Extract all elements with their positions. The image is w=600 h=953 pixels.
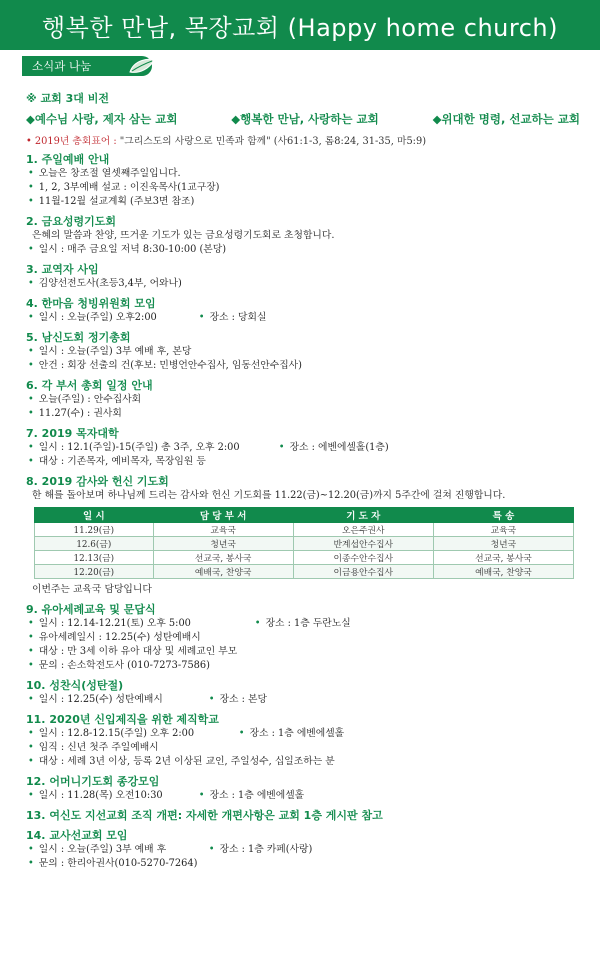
section-mothers-prayer <box>26 775 582 803</box>
list-item: • 일시 : 12.14-12.21(토) 오후 5:00 • 장소 : 1층 두란노실 <box>28 618 351 629</box>
section-title: 6. 각 부서 총회 일정 안내 <box>26 379 153 392</box>
section-title: 3. 교역자 사임 <box>26 263 99 276</box>
section-text: 은혜의 말씀과 찬양, 뜨거운 기도가 있는 금요성령기도회로 초청합니다. <box>32 230 335 241</box>
table-header: 일 시 <box>35 508 154 523</box>
list-item: • 안건 : 회장 선출의 건(후보: 민병언안수집사, 임동선안수집사) <box>28 360 302 371</box>
section-title: 5. 남신도회 정기총회 <box>26 331 131 344</box>
section-title: 12. 어머니기도회 종강모임 <box>26 775 160 788</box>
list-item: • 일시 : 12.8-12.15(주일) 오후 2:00 • 장소 : 1층 에벤에셀홀 <box>28 728 345 739</box>
section-dept-schedule <box>26 379 582 421</box>
theme-text: "그리스도의 사랑으로 민족과 함께" (사61:1-3, 롬8:24, 31-35, 마5:9) <box>119 136 427 147</box>
prayer-schedule-table <box>34 507 574 579</box>
list-item: • 오늘은 창조절 열셋째주일입니다. <box>28 168 181 179</box>
section-text: 한 해를 돌아보며 하나님께 드리는 감사와 헌신 기도회를 11.22(금)~12.20(금)까지 5주간에 걸쳐 진행합니다. <box>32 490 506 501</box>
section-title: 2. 금요성령기도회 <box>26 215 117 228</box>
section-title: 7. 2019 목자대학 <box>26 427 119 440</box>
list-item: • 문의 : 손소학전도사 (010-7273-7586) <box>28 660 210 671</box>
list-item: • 임직 : 신년 첫주 주일예배시 <box>28 742 159 753</box>
list-item: • 일시 : 오늘(주일) 오후2:00 • 장소 : 당회실 <box>28 312 267 323</box>
list-item: • 11월-12월 설교계획 (주보3면 참조) <box>28 196 195 207</box>
table-note: 이번주는 교육국 담당입니다 <box>32 584 152 595</box>
list-item: • 1, 2, 3부예배 설교 : 이진욱목사(1교구장) <box>28 182 220 193</box>
list-item: • 일시 : 오늘(주일) 3부 예배 후, 본당 <box>28 346 192 357</box>
section-friday-prayer <box>26 215 582 257</box>
table-header: 담 당 부 서 <box>153 508 293 523</box>
section-committee <box>26 297 582 325</box>
vision-item: ◆행복한 만남, 사랑하는 교회 <box>231 112 379 126</box>
vision-title: ※ 교회 3대 비전 <box>26 92 109 105</box>
section-title: 8. 2019 감사와 헌신 기도회 <box>26 475 169 488</box>
list-item: • 오늘(주일) : 안수집사회 <box>28 394 142 405</box>
list-item: • 일시 : 12.1(주일)-15(주일) 총 3주, 오후 2:00 • 장소 : 에벤에셀홀(1층) <box>28 442 389 453</box>
page-header <box>0 0 600 50</box>
list-item: • 대상 : 만 3세 이하 유아 대상 및 세례교인 부모 <box>28 646 238 657</box>
section-men-assembly <box>26 331 582 373</box>
section-infant-baptism <box>26 603 582 673</box>
section-title: 1. 주일예배 안내 <box>26 153 110 166</box>
section-title: 14. 교사선교회 모임 <box>26 829 128 842</box>
section-thanks-prayer <box>26 475 582 597</box>
table-header-row <box>35 508 574 523</box>
list-item: • 김양선전도사(초등3,4부, 어와나) <box>28 278 182 289</box>
table-row: 11.29(금) 교육국 오은주권사 교육국 <box>35 523 574 537</box>
list-item: • 일시 : 매주 금요일 저녁 8:30-10:00 (본당) <box>28 244 227 255</box>
vision-item: ◆위대한 명령, 선교하는 교회 <box>432 112 580 126</box>
section-teachers-meeting <box>26 829 582 871</box>
list-item: • 11.27(수) : 권사회 <box>28 408 122 419</box>
theme-prefix: • 2019년 총회표어 : <box>26 136 120 147</box>
section-communion <box>26 679 582 707</box>
section-title: 9. 유아세례교육 및 문답식 <box>26 603 156 616</box>
table-header: 특 송 <box>433 508 573 523</box>
table-header: 기 도 자 <box>293 508 433 523</box>
section-shepherd-college <box>26 427 582 469</box>
section-title: 10. 성찬식(성탄절) <box>26 679 124 692</box>
table-row: 12.13(금) 선교국, 봉사국 이종수안수집사 선교국, 봉사국 <box>35 551 574 565</box>
section-title: 11. 2020년 신입제직을 위한 제직학교 <box>26 713 219 726</box>
list-item: • 대상 : 기존목자, 예비목자, 목장임원 등 <box>28 456 206 467</box>
section-title: 13. 여신도 지선교회 조직 개편: 자세한 개편사항은 교회 1층 게시판 참고 <box>26 809 383 822</box>
list-item: • 대상 : 세례 3년 이상, 등록 2년 이상된 교인, 주일성수, 십일조하는 분 <box>28 756 335 767</box>
section-tag <box>22 56 162 76</box>
section-women-reorg <box>26 809 582 823</box>
page-title: 행복한 만남, 목장교회 (Happy home church) <box>42 13 558 42</box>
list-item: • 일시 : 11.28(목) 오전10:30 • 장소 : 1층 에벤에셀홀 <box>28 790 305 801</box>
content <box>0 76 600 871</box>
list-item: • 일시 : 오늘(주일) 3부 예배 후 • 장소 : 1층 카페(사랑) <box>28 844 313 855</box>
vision-list <box>26 111 582 127</box>
list-item: • 일시 : 12.25(수) 성탄예배시 • 장소 : 본당 <box>28 694 267 705</box>
section-worship <box>26 153 582 209</box>
section-tag-label: 소식과 나눔 <box>22 56 152 76</box>
section-title: 4. 한마음 청빙위원회 모임 <box>26 297 156 310</box>
section-resignation <box>26 263 582 291</box>
leaf-icon <box>128 58 156 74</box>
vision-item: ◆예수님 사랑, 제자 삼는 교회 <box>26 112 178 126</box>
table-row: 12.20(금) 예배국, 찬양국 이금용안수집사 예배국, 찬양국 <box>35 565 574 579</box>
list-item: • 유아세례일시 : 12.25(수) 성탄예배시 <box>28 632 201 643</box>
section-officer-school <box>26 713 582 769</box>
table-row: 12.6(금) 청년국 반계섭안수집사 청년국 <box>35 537 574 551</box>
list-item: • 문의 : 한리아권사(010-5270-7264) <box>28 858 198 869</box>
theme-line <box>26 133 582 147</box>
